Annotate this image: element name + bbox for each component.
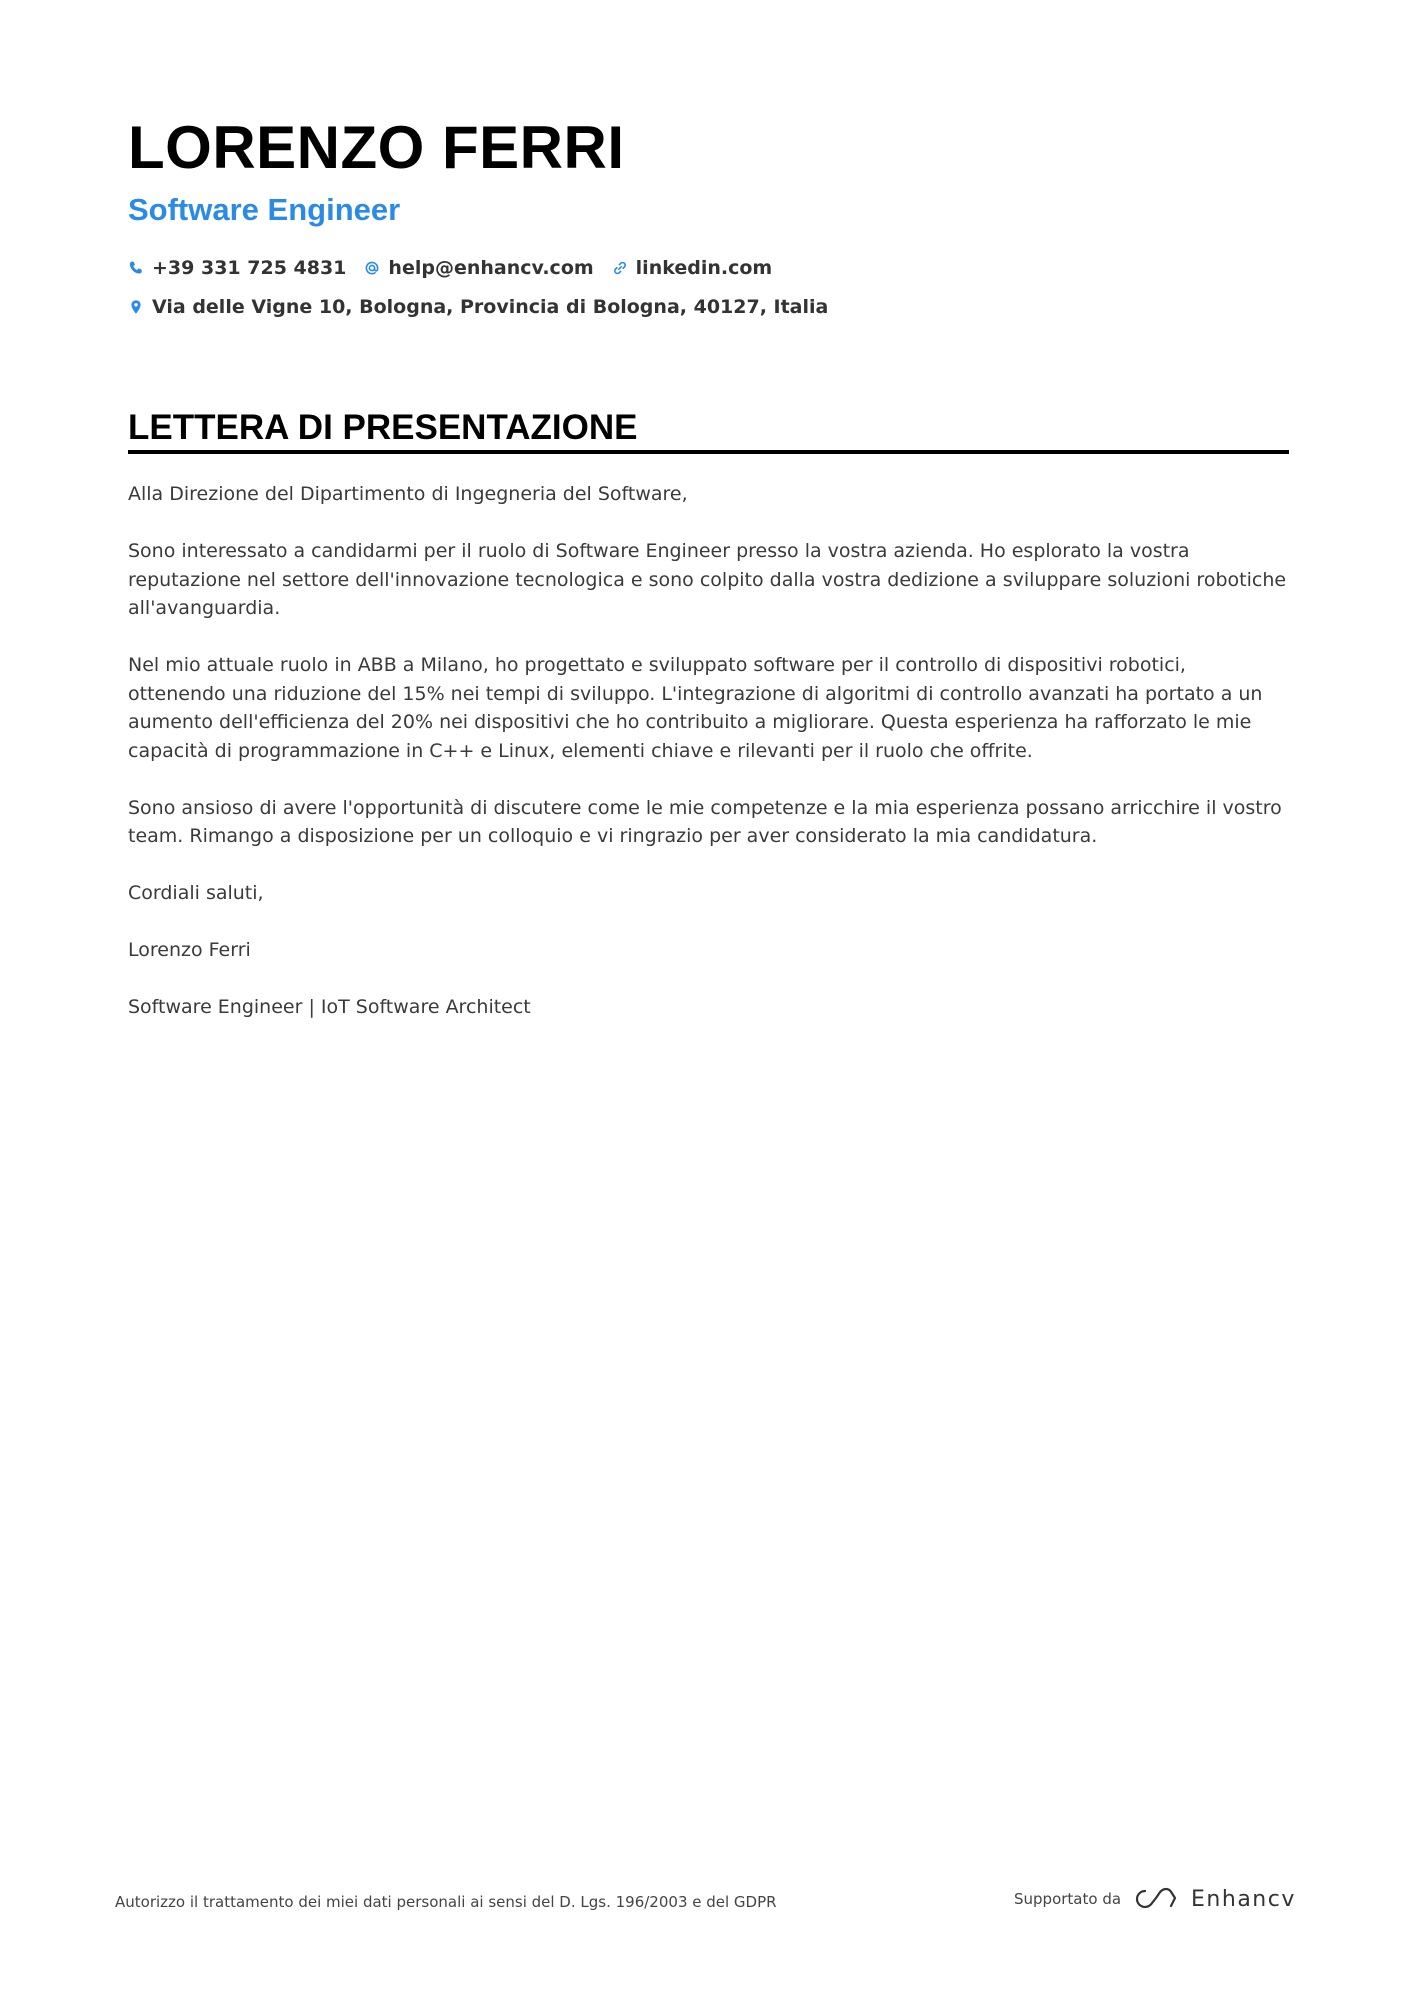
signature-title: Software Engineer | IoT Software Architect bbox=[128, 996, 531, 1018]
candidate-role: Software Engineer bbox=[128, 192, 401, 227]
letter-closing: Cordiali saluti, bbox=[128, 882, 264, 904]
contact-phone bbox=[128, 257, 346, 279]
enhancv-logo-icon bbox=[1133, 1886, 1179, 1912]
letter-body bbox=[128, 480, 1289, 1050]
section-divider bbox=[128, 450, 1289, 454]
phone-icon bbox=[128, 260, 144, 276]
contact-row-primary bbox=[128, 254, 790, 282]
letter-greeting: Alla Direzione del Dipartimento di Ingegneria del Software, bbox=[128, 483, 688, 505]
powered-by-label: Supportato da bbox=[1014, 1890, 1122, 1908]
contact-row-address bbox=[128, 293, 846, 321]
letter-paragraph: Nel mio attuale ruolo in ABB a Milano, ho progettato e sviluppato software per il controllo di dispositivi robotici, ottenendo una riduzione del 15% nei tempi di sviluppo. L'integrazione di algoritmi di controllo avanzati ha portato a un aumento dell'efficienza del 20% nei dispositivi che ho contribuito a migliorare. Questa esperienza ha rafforzato le mie capacità di programmazione in C++ e Linux, elementi chiave e rilevanti per il ruolo che offrite. bbox=[128, 654, 1263, 762]
contact-linkedin[interactable] bbox=[612, 257, 773, 279]
contact-linkedin-text[interactable]: linkedin.com bbox=[635, 257, 773, 279]
contact-address bbox=[128, 296, 828, 318]
section-title: LETTERA DI PRESENTAZIONE bbox=[128, 408, 638, 447]
signature-name: Lorenzo Ferri bbox=[128, 939, 251, 961]
powered-by[interactable] bbox=[1014, 1886, 1296, 1912]
letter-paragraph: Sono ansioso di avere l'opportunità di discutere come le mie competenze e la mia esperienza possano arricchire il vostro team. Rimango a disposizione per un colloquio e vi ringrazio per aver considerato la mia candidatura. bbox=[128, 796, 1282, 847]
candidate-name: LORENZO FERRI bbox=[128, 114, 625, 181]
contact-address-text: Via delle Vigne 10, Bologna, Provincia di Bologna, 40127, Italia bbox=[152, 296, 829, 318]
gdpr-consent-note: Autorizzo il trattamento dei miei dati personali ai sensi del D. Lgs. 196/2003 e del GDPR bbox=[115, 1893, 777, 1911]
contact-email[interactable] bbox=[364, 257, 593, 279]
letter-paragraph: Sono interessato a candidarmi per il ruolo di Software Engineer presso la vostra azienda. Ho esplorato la vostra reputazione nel settore dell'innovazione tecnologica e sono colpito dalla vostra dedizione a sviluppare soluzioni robotiche all'avanguardia. bbox=[128, 540, 1287, 619]
at-icon bbox=[364, 260, 380, 276]
map-pin-icon bbox=[128, 299, 144, 315]
enhancv-wordmark: Enhancv bbox=[1191, 1886, 1296, 1912]
link-icon bbox=[612, 260, 628, 276]
contact-email-text[interactable]: help@enhancv.com bbox=[388, 257, 594, 279]
contact-phone-text: +39 331 725 4831 bbox=[152, 257, 347, 279]
